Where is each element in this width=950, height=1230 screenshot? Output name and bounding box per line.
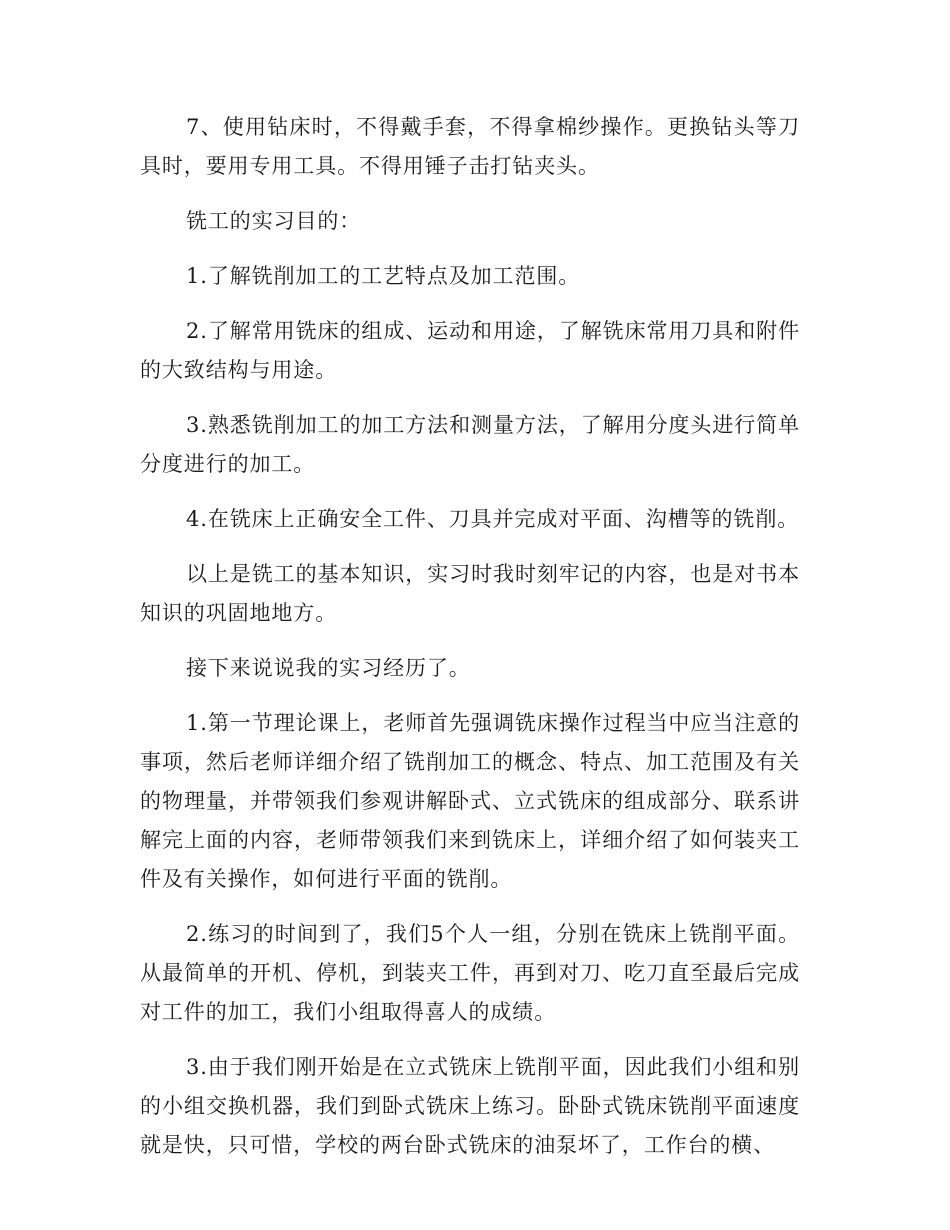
paragraph-milling-goals-heading: 铣工的实习目的： [186,209,362,233]
paragraph-experience-2: 2.练习的时间到了，我们5个人一组，分别在铣床上铣削平面。从最简单的开机、停机，到装夹工件，再到对刀、吃刀直至最后完成对工件的加工，我们小组取得喜人的成绩。 [140,922,800,1024]
paragraph-goal-3: 3.熟悉铣削加工的加工方法和测量方法，了解用分度头进行简单分度进行的加工。 [140,413,800,476]
paragraph-experience-intro: 接下来说说我的实习经历了。 [186,656,471,680]
paragraph-experience-1: 1.第一节理论课上，老师首先强调铣床操作过程当中应当注意的事项，然后老师详细介绍了铣削加工的概念、特点、加工范围及有关的物理量，并带领我们参观讲解卧式、立式铣床的组成部分、联系讲解完上面的内容，老师带领我们来到铣床上，详细介绍了如何装夹工件及有关操作，如何进行平面的铣削。 [140,711,800,891]
paragraph-experience-3: 3.由于我们刚开始是在立式铣床上铣削平面，因此我们小组和别的小组交换机器，我们到卧式铣床上练习。卧卧式铣床铣削平面速度就是快，只可惜，学校的两台卧式铣床的油泵坏了，工作台的横、 [140,1055,800,1157]
document-body [140,108,800,1181]
paragraph-drill-safety: 7、使用钻床时，不得戴手套，不得拿棉纱操作。更换钻头等刀具时，要用专用工具。不得用锤子击打钻夹头。 [140,115,800,178]
paragraph-goal-4: 4.在铣床上正确安全工件、刀具并完成对平面、沟槽等的铣削。 [186,507,800,531]
paragraph-goal-1: 1.了解铣削加工的工艺特点及加工范围。 [186,264,581,288]
paragraph-goal-2: 2.了解常用铣床的组成、运动和用途，了解铣床常用刀具和附件的大致结构与用途。 [140,319,800,382]
paragraph-summary: 以上是铣工的基本知识，实习时我时刻牢记的内容，也是对书本知识的巩固地地方。 [140,562,800,625]
